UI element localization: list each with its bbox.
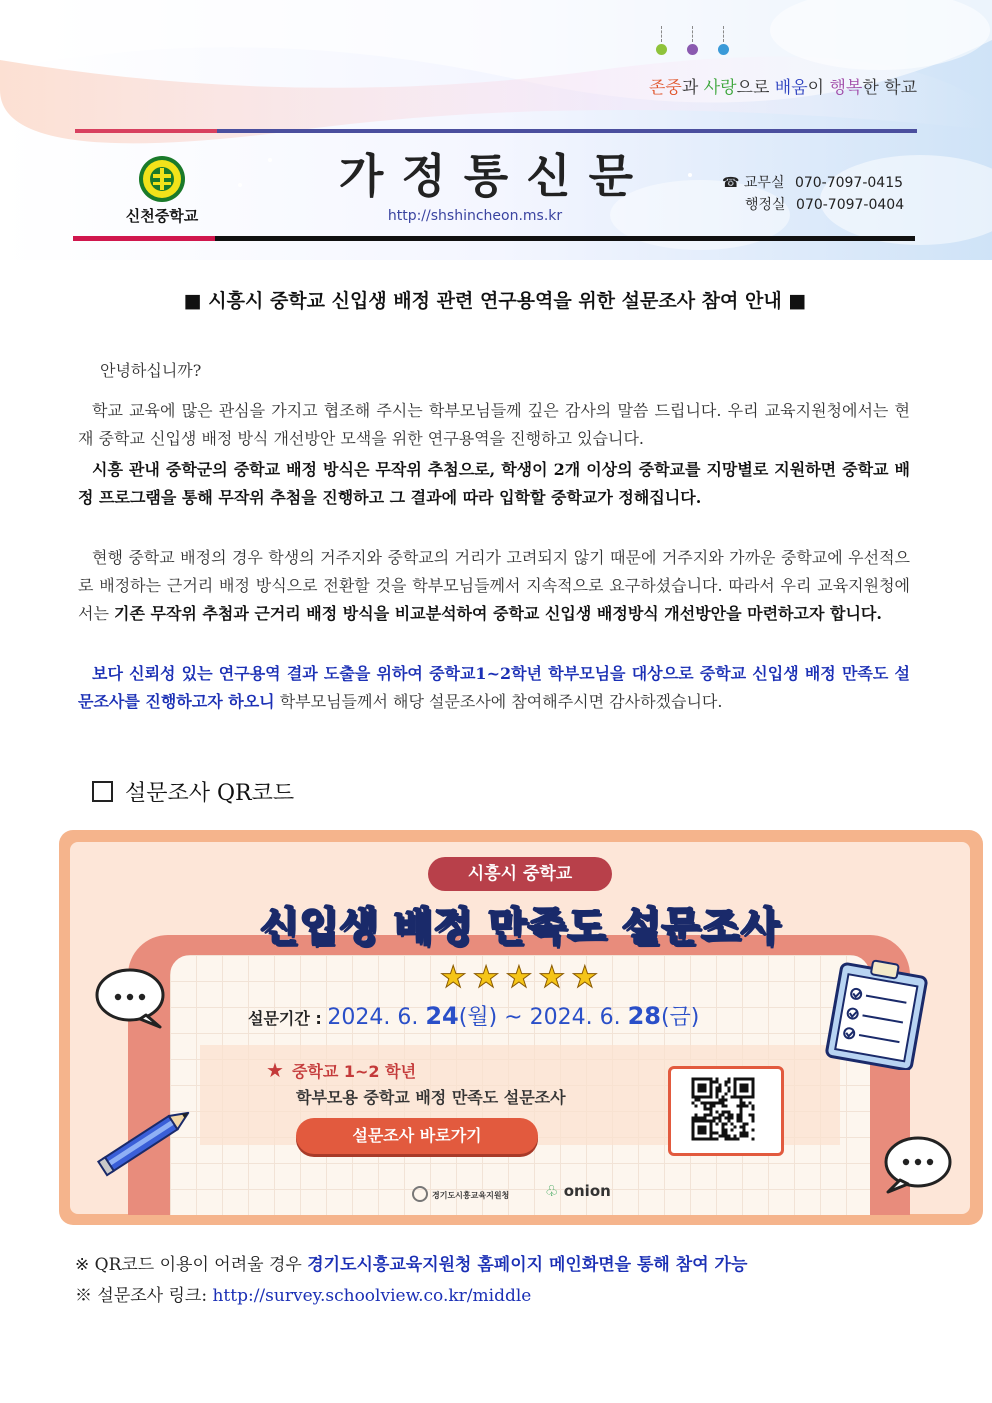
rating-stars: ★★★★★ [439, 960, 605, 995]
header-bottom-rule [73, 236, 915, 241]
target-grade [266, 1058, 416, 1082]
checkbox-square-icon [92, 781, 113, 802]
qr-heading-text: 설문조사 QR코드 [125, 781, 295, 806]
motto-part: 행복 [829, 78, 863, 98]
qr-code-icon[interactable] [683, 1076, 763, 1142]
survey-link[interactable]: http://survey.schoolview.co.kr/middle [212, 1286, 532, 1306]
contact-info [722, 172, 904, 216]
org-logo-onion [545, 1182, 611, 1200]
period-end-prefix: 2024. 6. [529, 1005, 628, 1030]
speech-bubble-icon [94, 967, 170, 1029]
school-logo-icon [138, 155, 186, 203]
footer-note-link [75, 1281, 531, 1306]
contact-number: 070-7097-0415 [794, 175, 904, 191]
period-end-suffix: (금) [660, 1005, 700, 1030]
clipboard-checklist-icon [818, 958, 938, 1070]
school-name: 신천중학교 [125, 207, 199, 225]
motto-part: 과 [681, 78, 704, 98]
period-start-prefix: 2024. 6. [327, 1005, 426, 1030]
note-text: ※ 설문조사 링크: [75, 1286, 213, 1306]
survey-period [248, 1000, 699, 1031]
paragraph-text: 현행 중학교 배정의 경우 학생의 거주지와 중학교의 거리가 고려되지 않기 때문에 거주지와 가까운 중학교에 우선적으로 배정하는 근거리 배정 방식으로 전환할 것을 학부모님들께서 지속적으로 요구하셨습니다. 따라서 우리 교육지원청에서는 [78, 548, 910, 623]
motto-part: 배움 [774, 78, 808, 98]
motto-part: 한 학교 [862, 78, 917, 98]
note-text: ※ QR코드 이용이 어려울 경우 [75, 1255, 308, 1275]
star-icon: ★ [266, 1058, 284, 1082]
phone-icon: ☎ [722, 175, 740, 191]
publication-title: 가정통신문 [338, 149, 652, 203]
banner-title: 신입생 배정 만족도 설문조사 [259, 904, 781, 950]
motto-part: 이 [807, 78, 830, 98]
paragraph-proposal [78, 544, 910, 628]
paragraph-text: 학교 교육에 많은 관심을 가지고 협조해 주시는 학부모님들께 깊은 감사의 말씀 드립니다. 우리 교육지원청에서는 현재 중학교 신입생 배정 방식 개선방안 모색을 위한 연구용역을 진행하고 있습니다. [78, 401, 910, 448]
paragraph-text: 시흥 관내 중학군의 중학교 배정 방식은 무작위 추첨으로, 학생이 2개 이상의 중학교를 지망별로 지원하면 중학교 배정 프로그램을 통해 무작위 추첨을 진행하고 그 결과에 따라 입학할 중학교가 정해집니다. [78, 460, 910, 507]
paragraph-request [78, 660, 910, 716]
contact-row [722, 194, 904, 216]
footer-note-qr [75, 1250, 920, 1275]
period-end-day: 28 [627, 1002, 661, 1030]
paragraph-intro [78, 397, 910, 453]
period-start-day: 24 [425, 1002, 459, 1030]
org-name: 경기도시흥교육지원청 [432, 1191, 510, 1200]
qr-section-heading [92, 776, 294, 807]
paragraph-text: 학부모님들께서 해당 설문조사에 참여해주시면 감사하겠습니다. [274, 692, 723, 711]
motto-part: 으로 [736, 78, 775, 98]
notice-title: ■ 시흥시 중학교 신입생 배정 관련 연구용역을 위한 설문조사 참여 안내 ■ [183, 290, 807, 312]
period-label: 설문기간 : [248, 1009, 328, 1028]
motto-part: 존중 [648, 78, 682, 98]
paragraph-highlight: 보다 신뢰성 있는 연구용역 결과 도출을 위하여 중학교1~2학년 학부모님을 대상으로 중학교 신입생 배정 만족도 설문조사를 진행하고자 하오니 [78, 664, 910, 711]
speech-bubble-icon [878, 1134, 954, 1194]
target-grade-text: 중학교 1~2 학년 [291, 1062, 417, 1081]
contact-row [722, 172, 904, 194]
contact-label: 행정실 [745, 197, 786, 213]
onion-leaf-icon: ♧ [545, 1182, 559, 1200]
paragraph-current-method [78, 456, 910, 512]
decorative-dots [650, 44, 740, 64]
contact-label: 교무실 [743, 175, 785, 191]
period-start-suffix: (월) ~ [458, 1005, 530, 1030]
greeting: 안녕하십니까? [100, 361, 202, 380]
survey-name: 학부모용 중학교 배정 만족도 설문조사 [296, 1088, 566, 1107]
header-top-rule [75, 129, 917, 133]
pencil-icon [92, 1098, 204, 1180]
note-highlight: 경기도시흥교육지원청 홈페이지 메인화면을 통해 참여 가능 [307, 1255, 748, 1275]
period-dates [327, 1002, 700, 1030]
school-website-link[interactable]: http://shshincheon.ms.kr [387, 208, 563, 224]
go-to-survey-button[interactable]: 설문조사 바로가기 [296, 1118, 538, 1154]
banner-region-pill: 시흥시 중학교 [428, 857, 612, 891]
org-emblem-icon [412, 1186, 428, 1202]
paragraph-emphasis: 기존 무작위 추첨과 근거리 배정 방식을 비교분석하여 중학교 신입생 배정방식 개선방안을 마련하고자 합니다. [114, 604, 882, 623]
contact-number: 070-7097-0404 [796, 197, 905, 213]
motto-part: 사랑 [703, 78, 737, 98]
school-motto [649, 73, 917, 98]
org-logo-sheung [412, 1186, 509, 1202]
org-name: onion [563, 1182, 611, 1200]
